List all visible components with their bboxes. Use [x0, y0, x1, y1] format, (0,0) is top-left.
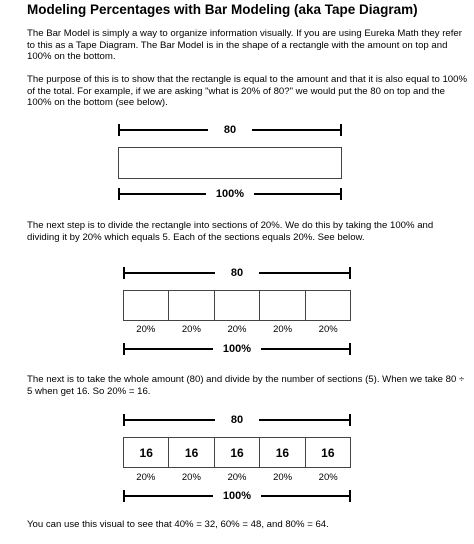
section-percent-row	[123, 324, 351, 335]
sectioned-bar	[123, 290, 351, 321]
valued-bar	[123, 437, 351, 468]
section-percent-label: 20%	[136, 472, 156, 483]
bottom-bracket	[123, 343, 351, 355]
percent-total-label: 100%	[222, 343, 252, 355]
section-percent-label: 20%	[227, 324, 247, 335]
section-percent-label: 20%	[318, 472, 338, 483]
page-title: Modeling Percentages with Bar Modeling (aka Tape Diagram)	[27, 2, 418, 17]
bar-section	[260, 291, 305, 320]
percent-total-label: 100%	[222, 490, 252, 502]
bar-section-value: 16	[169, 438, 214, 467]
section-percent-label: 20%	[227, 472, 247, 483]
bar-section	[169, 291, 214, 320]
bottom-bracket	[118, 188, 342, 200]
top-bracket	[118, 124, 342, 136]
amount-label: 80	[223, 124, 237, 136]
amount-label: 80	[230, 414, 244, 426]
bar-section-value: 16	[124, 438, 169, 467]
section-percent-label: 20%	[273, 324, 293, 335]
bar-section	[215, 291, 260, 320]
section-percent-label: 20%	[318, 324, 338, 335]
section-percent-label: 20%	[181, 324, 201, 335]
section-percent-row	[123, 472, 351, 483]
bottom-bracket	[123, 490, 351, 502]
section-percent-label: 20%	[181, 472, 201, 483]
section-percent-label: 20%	[273, 472, 293, 483]
bar-section	[306, 291, 350, 320]
top-bracket	[123, 414, 351, 426]
conclusion-paragraph: You can use this visual to see that 40% = 32, 60% = 48, and 80% = 64.	[27, 519, 329, 530]
percent-total-label: 100%	[215, 188, 245, 200]
divide-paragraph: The next step is to divide the rectangle into sections of 20%. We do this by taking the 100% and dividing it by 20% which equals 5. Each of the sections equals 20%. See below.	[27, 220, 434, 243]
purpose-paragraph: The purpose of this is to show that the rectangle is equal to the amount and that it is also equal to 100% of the total. For example, if we are asking "what is 20% of 80?" we would put the 80 on top and the 100% on the bottom (see below).	[27, 74, 467, 108]
bar-section-value: 16	[321, 445, 335, 460]
intro-paragraph: The Bar Model is simply a way to organize information visually. If you are using Eureka Math they refer to this as a Tape Diagram. The Bar Model is in the shape of a rectangle with the amount on top and 100% on the bottom.	[27, 28, 462, 62]
amount-division-paragraph: The next is to take the whole amount (80) and divide by the number of sections (5). When we take 80 ÷ 5 when get 16. So 20% = 16.	[27, 374, 465, 397]
section-percent-label: 20%	[136, 324, 156, 335]
top-bracket	[123, 267, 351, 279]
amount-label: 80	[230, 267, 244, 279]
bar-section	[124, 291, 169, 320]
bar-section-value: 16	[215, 438, 260, 467]
bar-section-value: 16	[260, 438, 305, 467]
whole-bar	[118, 147, 342, 179]
